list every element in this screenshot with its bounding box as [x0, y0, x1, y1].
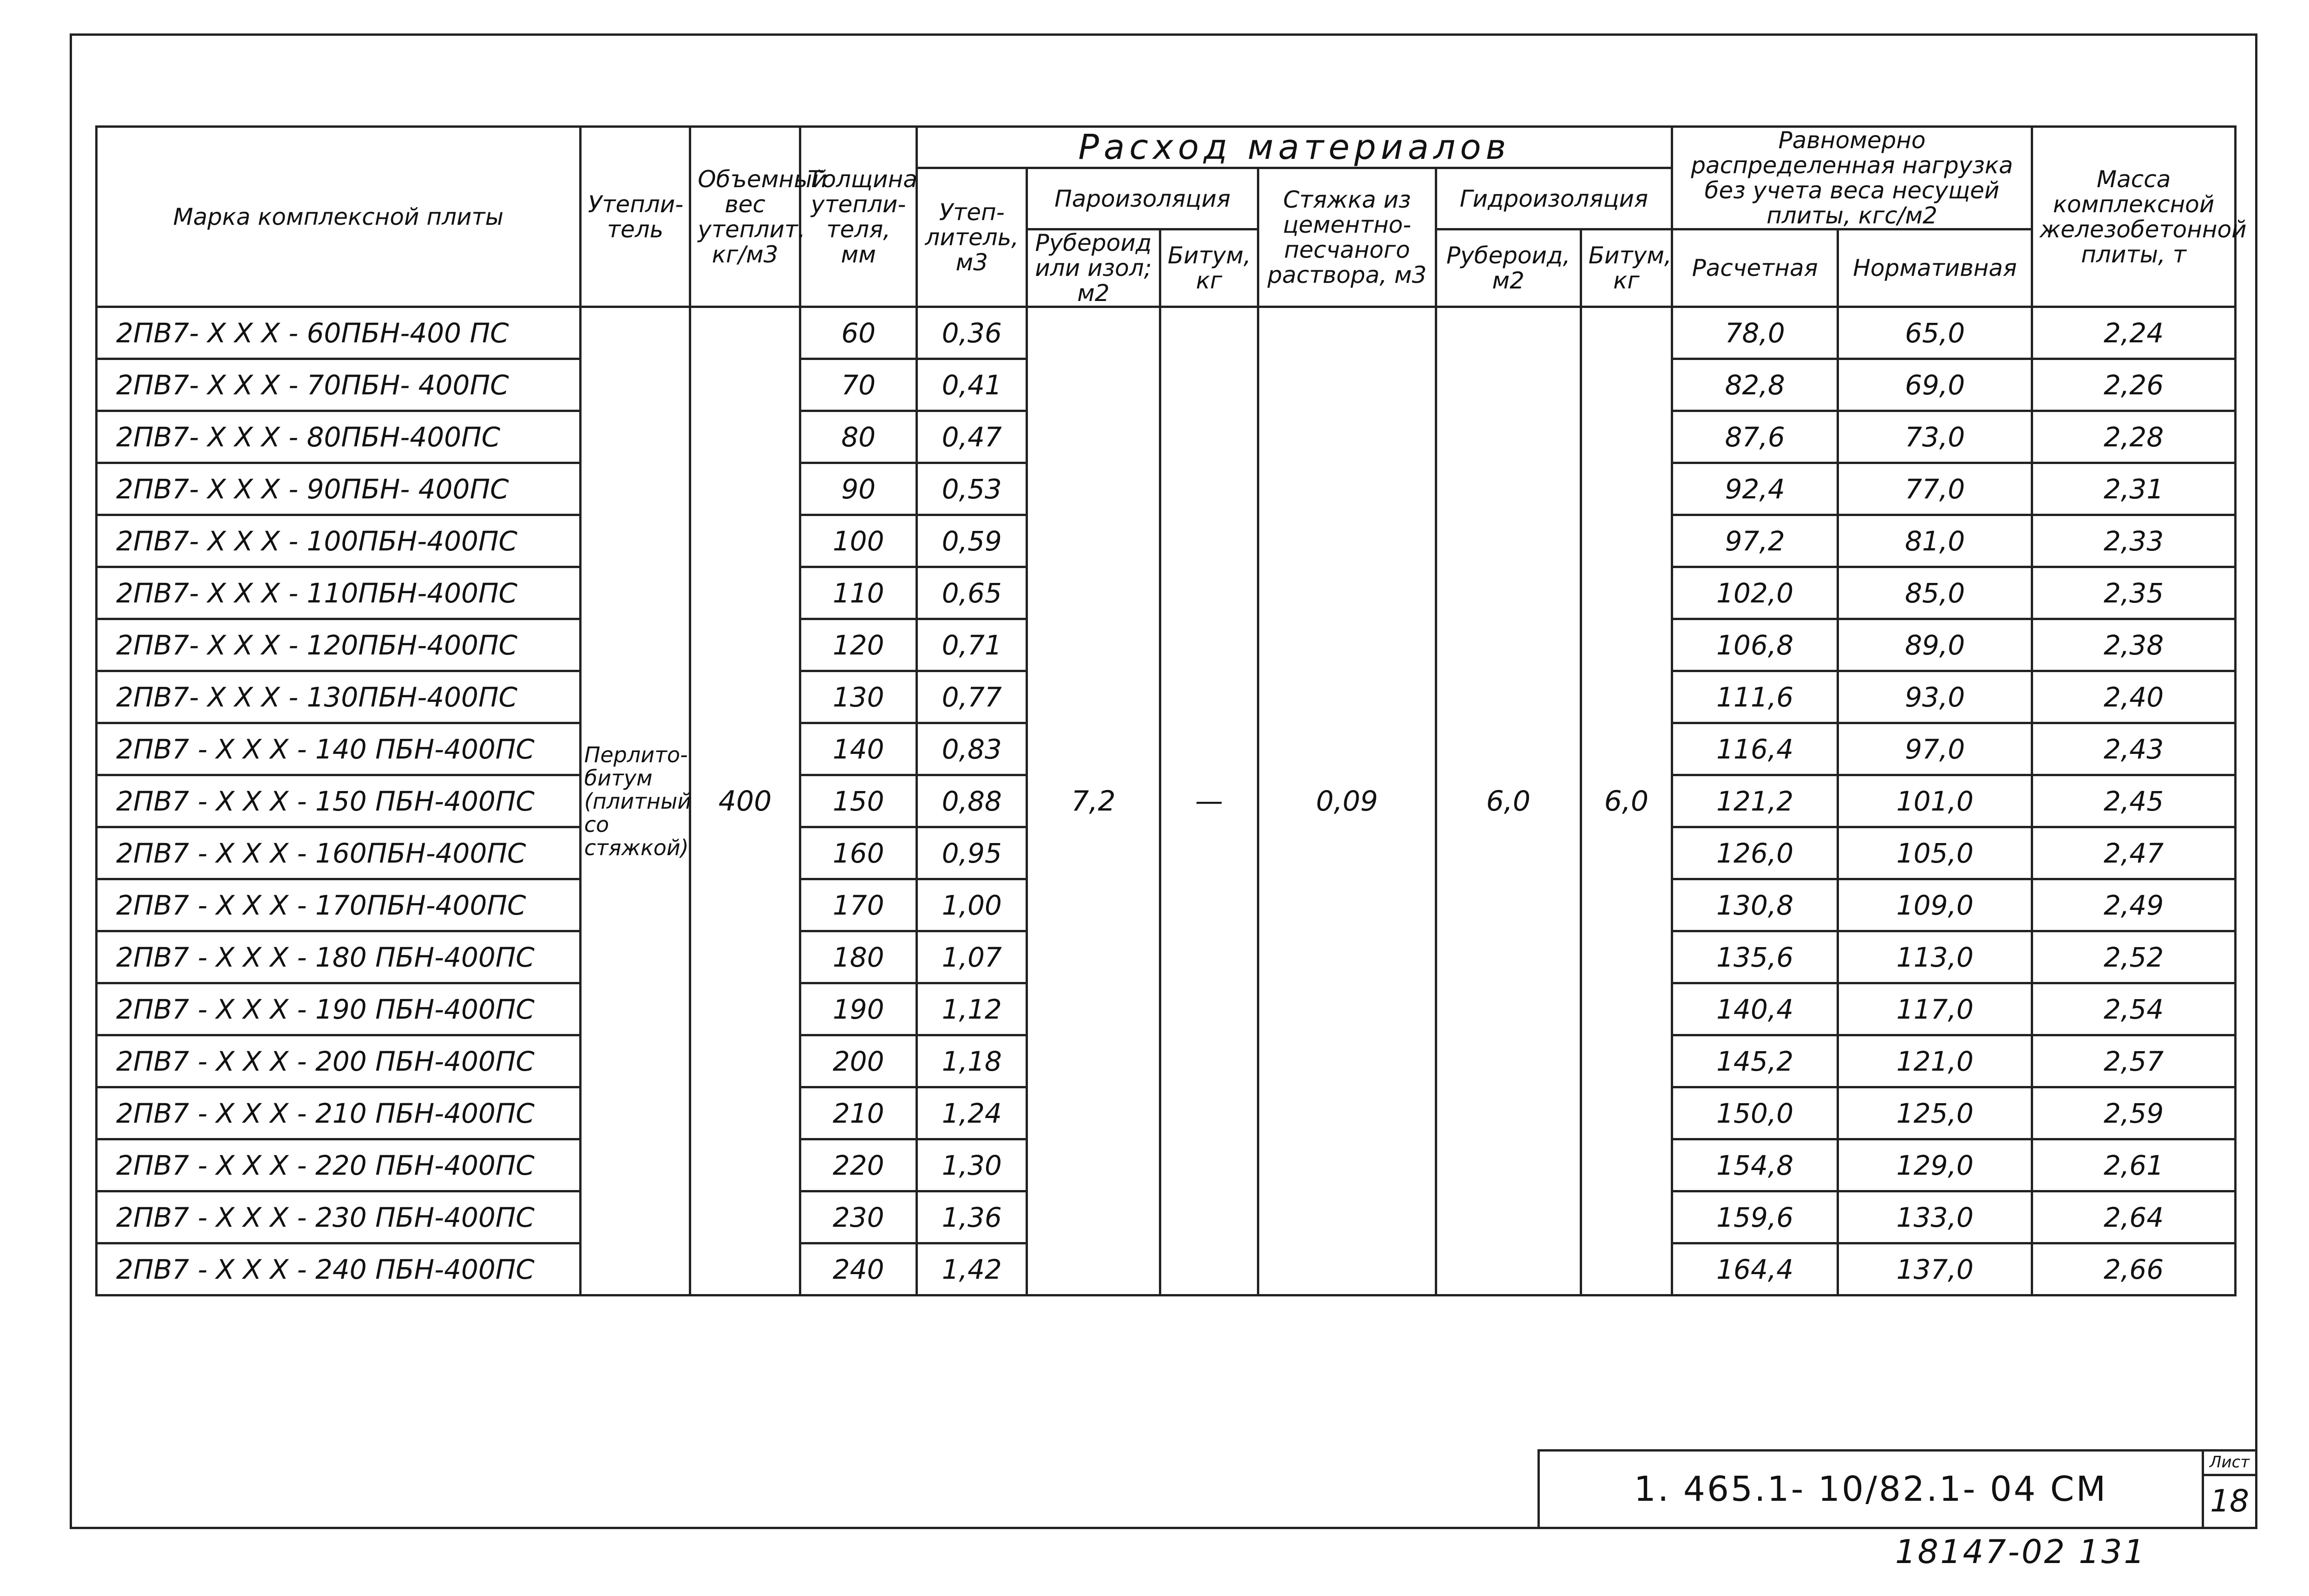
cell-load-calc: 111,6	[1672, 671, 1838, 723]
cell-load-norm: 109,0	[1838, 879, 2032, 931]
table-header	[97, 127, 2247, 307]
header-screed: Стяжка из цементно-песчаного раствора, м3	[1258, 168, 1436, 307]
cell-load-norm: 133,0	[1838, 1191, 2032, 1243]
cell-load-calc: 150,0	[1672, 1087, 1838, 1139]
cell-mass: 2,45	[2032, 775, 2236, 827]
header-vapor-bitumen: Битум, кг	[1160, 229, 1258, 307]
cell-load-calc: 126,0	[1672, 827, 1838, 879]
cell-load-norm: 65,0	[1838, 307, 2032, 359]
cell-insulant: 0,71	[917, 619, 1027, 671]
cell-load-norm: 97,0	[1838, 723, 2032, 775]
cell-mass: 2,66	[2032, 1243, 2236, 1295]
cell-hydro-bitumen: 6,0	[1581, 307, 1672, 1295]
cell-load-calc: 97,2	[1672, 515, 1838, 567]
cell-mark: 2ПВ7 - X X X - 170ПБН-400ПС	[97, 879, 581, 931]
cell-thickness: 100	[800, 515, 917, 567]
cell-load-norm: 137,0	[1838, 1243, 2032, 1295]
cell-mass: 2,26	[2032, 359, 2236, 411]
cell-mass: 2,59	[2032, 1087, 2236, 1139]
cell-load-norm: 101,0	[1838, 775, 2032, 827]
cell-mark: 2ПВ7- X X X - 80ПБН-400ПС	[97, 411, 581, 463]
cell-load-norm: 125,0	[1838, 1087, 2032, 1139]
cell-mass: 2,35	[2032, 567, 2236, 619]
cell-load-norm: 77,0	[1838, 463, 2032, 515]
cell-load-calc: 164,4	[1672, 1243, 1838, 1295]
cell-load-norm: 105,0	[1838, 827, 2032, 879]
cell-mass: 2,49	[2032, 879, 2236, 931]
cell-load-norm: 93,0	[1838, 671, 2032, 723]
cell-load-norm: 121,0	[1838, 1035, 2032, 1087]
cell-mark: 2ПВ7- X X X - 130ПБН-400ПС	[97, 671, 581, 723]
cell-insulant: 1,12	[917, 983, 1027, 1035]
cell-load-calc: 82,8	[1672, 359, 1838, 411]
cell-insulant: 0,41	[917, 359, 1027, 411]
cell-insulant: 1,42	[917, 1243, 1027, 1295]
cell-thickness: 230	[800, 1191, 917, 1243]
materials-table	[95, 125, 2247, 1296]
cell-thickness: 220	[800, 1139, 917, 1191]
cell-mass: 2,40	[2032, 671, 2236, 723]
cell-thickness: 130	[800, 671, 917, 723]
header-mass: Масса комплексной железобетонной плиты, т	[2032, 127, 2236, 307]
cell-mass: 2,24	[2032, 307, 2236, 359]
cell-mass: 2,38	[2032, 619, 2236, 671]
cell-insulant: 1,00	[917, 879, 1027, 931]
header-hydro-group: Гидроизоляция	[1436, 168, 1672, 229]
cell-mass: 2,43	[2032, 723, 2236, 775]
cell-load-calc: 106,8	[1672, 619, 1838, 671]
cell-thickness: 180	[800, 931, 917, 983]
sheet-box	[2202, 1452, 2255, 1527]
cell-mass: 2,57	[2032, 1035, 2236, 1087]
header-load-group: Равномерно распределенная нагрузка без учета веса несущей плиты, кгс/м2	[1672, 127, 2032, 229]
cell-load-calc: 154,8	[1672, 1139, 1838, 1191]
sheet-number: 18	[2210, 1483, 2249, 1519]
cell-thickness: 120	[800, 619, 917, 671]
cell-vapor-ruberoid: 7,2	[1027, 307, 1160, 1295]
cell-load-calc: 78,0	[1672, 307, 1838, 359]
cell-insulant: 1,18	[917, 1035, 1027, 1087]
cell-insulant: 1,24	[917, 1087, 1027, 1139]
header-density: Объемный вес утеплит. кг/м3	[690, 127, 800, 307]
cell-mark: 2ПВ7 - X X X - 200 ПБН-400ПС	[97, 1035, 581, 1087]
cell-load-norm: 73,0	[1838, 411, 2032, 463]
cell-load-calc: 92,4	[1672, 463, 1838, 515]
cell-mass: 2,33	[2032, 515, 2236, 567]
cell-insulant: 0,65	[917, 567, 1027, 619]
header-insulant: Утеп-литель, м3	[917, 168, 1027, 307]
cell-mass: 2,64	[2032, 1191, 2236, 1243]
cell-load-calc: 121,2	[1672, 775, 1838, 827]
cell-screed: 0,09	[1258, 307, 1436, 1295]
cell-insulant: 0,77	[917, 671, 1027, 723]
cell-mass: 2,54	[2032, 983, 2236, 1035]
archive-number: 18147-02 131	[1895, 1533, 2146, 1571]
cell-mark: 2ПВ7- X X X - 120ПБН-400ПС	[97, 619, 581, 671]
cell-insulant: 0,83	[917, 723, 1027, 775]
header-insulation: Утепли-тель	[580, 127, 690, 307]
cell-mark: 2ПВ7- X X X - 60ПБН-400 ПС	[97, 307, 581, 359]
cell-thickness: 170	[800, 879, 917, 931]
sheet-label: Лист	[2204, 1452, 2255, 1476]
cell-mark: 2ПВ7 - X X X - 150 ПБН-400ПС	[97, 775, 581, 827]
cell-mark: 2ПВ7 - X X X - 180 ПБН-400ПС	[97, 931, 581, 983]
cell-mark: 2ПВ7 - X X X - 230 ПБН-400ПС	[97, 1191, 581, 1243]
cell-insulant: 1,36	[917, 1191, 1027, 1243]
cell-thickness: 210	[800, 1087, 917, 1139]
cell-mark: 2ПВ7 - X X X - 240 ПБН-400ПС	[97, 1243, 581, 1295]
cell-load-norm: 69,0	[1838, 359, 2032, 411]
cell-thickness: 200	[800, 1035, 917, 1087]
header-hydro-bitumen: Битум, кг	[1581, 229, 1672, 307]
cell-mass: 2,61	[2032, 1139, 2236, 1191]
cell-mark: 2ПВ7- X X X - 90ПБН- 400ПС	[97, 463, 581, 515]
cell-mass: 2,31	[2032, 463, 2236, 515]
header-load-norm: Нормативная	[1838, 229, 2032, 307]
table-body	[97, 307, 2236, 1295]
cell-load-norm: 117,0	[1838, 983, 2032, 1035]
cell-load-calc: 87,6	[1672, 411, 1838, 463]
cell-thickness: 160	[800, 827, 917, 879]
cell-load-calc: 135,6	[1672, 931, 1838, 983]
cell-thickness: 240	[800, 1243, 917, 1295]
header-thickness: Толщина утепли-теля, мм	[800, 127, 917, 307]
cell-load-calc: 159,6	[1672, 1191, 1838, 1243]
cell-hydro-ruberoid: 6,0	[1436, 307, 1581, 1295]
header-load-calc: Расчетная	[1672, 229, 1838, 307]
cell-thickness: 110	[800, 567, 917, 619]
cell-thickness: 140	[800, 723, 917, 775]
cell-mark: 2ПВ7- X X X - 100ПБН-400ПС	[97, 515, 581, 567]
document-code: 1. 465.1- 10/82.1- 04 СМ	[1634, 1469, 2108, 1509]
cell-insulant: 0,53	[917, 463, 1027, 515]
cell-insulant: 0,59	[917, 515, 1027, 567]
cell-load-norm: 113,0	[1838, 931, 2032, 983]
cell-load-calc: 102,0	[1672, 567, 1838, 619]
cell-mark: 2ПВ7 - X X X - 140 ПБН-400ПС	[97, 723, 581, 775]
cell-insulant: 1,30	[917, 1139, 1027, 1191]
header-materials-group: Расход материалов	[917, 127, 1672, 168]
header-vapor-ruberoid: Рубероид или изол; м2	[1027, 229, 1160, 307]
cell-vapor-bitumen: —	[1160, 307, 1258, 1295]
cell-mark: 2ПВ7 - X X X - 220 ПБН-400ПС	[97, 1139, 581, 1191]
cell-density: 400	[690, 307, 800, 1295]
cell-load-calc: 140,4	[1672, 983, 1838, 1035]
cell-load-calc: 116,4	[1672, 723, 1838, 775]
cell-insulant: 0,47	[917, 411, 1027, 463]
cell-thickness: 60	[800, 307, 917, 359]
cell-thickness: 150	[800, 775, 917, 827]
cell-mark: 2ПВ7 - X X X - 190 ПБН-400ПС	[97, 983, 581, 1035]
cell-thickness: 90	[800, 463, 917, 515]
cell-load-norm: 89,0	[1838, 619, 2032, 671]
cell-mass: 2,52	[2032, 931, 2236, 983]
cell-insulation: Перлито-битум (плитный со стяжкой)	[580, 307, 690, 1295]
cell-load-norm: 85,0	[1838, 567, 2032, 619]
cell-insulant: 1,07	[917, 931, 1027, 983]
cell-load-norm: 81,0	[1838, 515, 2032, 567]
cell-load-calc: 145,2	[1672, 1035, 1838, 1087]
cell-insulant: 0,36	[917, 307, 1027, 359]
cell-thickness: 70	[800, 359, 917, 411]
cell-mass: 2,28	[2032, 411, 2236, 463]
title-block	[1537, 1449, 2257, 1529]
cell-mass: 2,47	[2032, 827, 2236, 879]
cell-mark: 2ПВ7- X X X - 110ПБН-400ПС	[97, 567, 581, 619]
header-mark: Марка комплексной плиты	[97, 127, 581, 307]
header-hydro-ruberoid: Рубероид, м2	[1436, 229, 1581, 307]
header-vapor-group: Пароизоляция	[1027, 168, 1258, 229]
cell-insulant: 0,95	[917, 827, 1027, 879]
cell-mark: 2ПВ7- X X X - 70ПБН- 400ПС	[97, 359, 581, 411]
cell-mark: 2ПВ7 - X X X - 210 ПБН-400ПС	[97, 1087, 581, 1139]
cell-thickness: 190	[800, 983, 917, 1035]
cell-insulant: 0,88	[917, 775, 1027, 827]
table-row	[97, 307, 2236, 359]
cell-mark: 2ПВ7 - X X X - 160ПБН-400ПС	[97, 827, 581, 879]
cell-load-norm: 129,0	[1838, 1139, 2032, 1191]
cell-thickness: 80	[800, 411, 917, 463]
cell-load-calc: 130,8	[1672, 879, 1838, 931]
